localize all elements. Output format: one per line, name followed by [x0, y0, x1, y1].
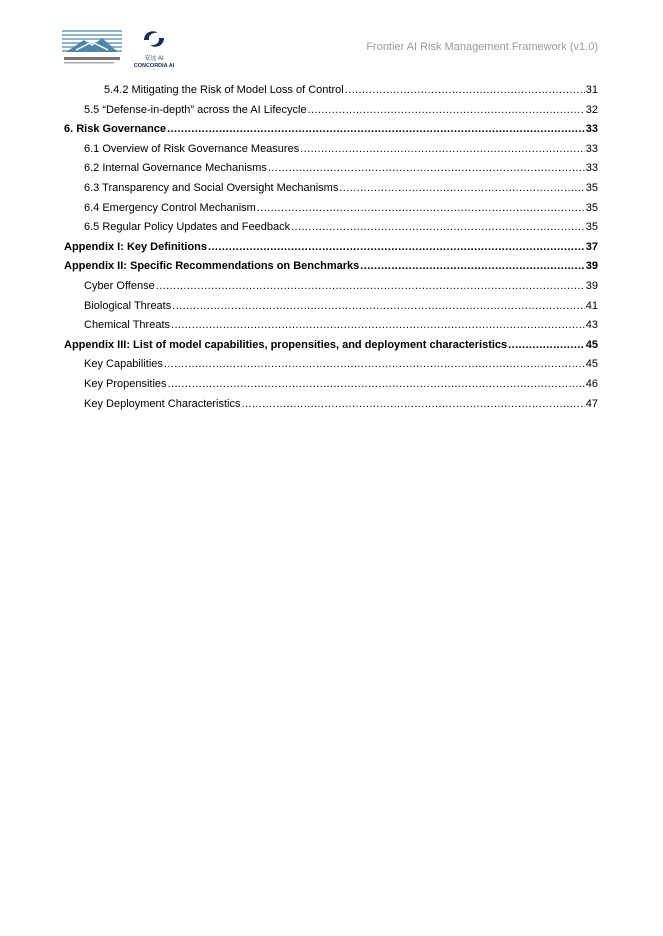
dot-leader [308, 103, 585, 118]
toc-entry[interactable] [64, 338, 598, 358]
dot-leader [156, 279, 585, 294]
toc-entry[interactable] [64, 161, 598, 181]
table-of-contents [64, 83, 598, 416]
toc-entry-page: 33 [585, 162, 598, 175]
toc-entry-title: Biological Threats [84, 299, 172, 312]
toc-entry-title: Chemical Threats [84, 319, 170, 332]
toc-entry-title: 6.5 Regular Policy Updates and Feedback [84, 221, 291, 234]
toc-entry-title: 6. Risk Governance [64, 123, 167, 136]
dot-leader [208, 240, 585, 255]
toc-entry-page: 37 [585, 240, 598, 253]
toc-entry[interactable] [64, 377, 598, 397]
dot-leader [268, 161, 585, 176]
toc-entry-page: 46 [585, 377, 598, 390]
toc-entry-title: 6.2 Internal Governance Mechanisms [84, 162, 267, 175]
toc-entry[interactable] [64, 357, 598, 377]
dot-leader [167, 122, 585, 137]
document-header-title: Frontier AI Risk Management Framework (v1.0) [366, 41, 598, 53]
toc-entry-page: 35 [585, 181, 598, 194]
shanghai-ai-lab-logo [62, 30, 122, 66]
toc-entry-title: 5.4.2 Mitigating the Risk of Model Loss of Control [104, 84, 344, 96]
toc-entry-page: 45 [585, 358, 598, 371]
toc-entry-page: 39 [585, 260, 598, 273]
dot-leader [242, 397, 585, 412]
toc-entry[interactable] [64, 220, 598, 240]
toc-entry-title: Appendix III: List of model capabilities, propensities, and deployment characteristics [64, 338, 508, 351]
toc-entry-title: 6.4 Emergency Control Mechanism [84, 201, 256, 214]
dot-leader [345, 83, 585, 98]
toc-entry-title: Key Deployment Characteristics [84, 397, 241, 410]
dot-leader [168, 377, 585, 392]
dot-leader [171, 318, 585, 333]
toc-entry-page: 33 [585, 123, 598, 136]
toc-entry-page: 41 [585, 299, 598, 312]
toc-entry-title: Appendix II: Specific Recommendations on Benchmarks [64, 260, 360, 273]
toc-entry-page: 32 [585, 103, 598, 116]
toc-entry[interactable] [64, 240, 598, 260]
toc-entry[interactable] [64, 397, 598, 417]
toc-entry-page: 35 [585, 201, 598, 214]
toc-entry[interactable] [64, 83, 598, 103]
dot-leader [257, 201, 585, 216]
dot-leader [360, 259, 585, 274]
toc-entry-title: 6.1 Overview of Risk Governance Measures [84, 142, 300, 155]
toc-entry-page: 47 [585, 397, 598, 410]
toc-entry-page: 35 [585, 221, 598, 234]
toc-entry[interactable] [64, 142, 598, 162]
dot-leader [300, 142, 585, 157]
toc-entry-title: Appendix I: Key Definitions [64, 240, 208, 253]
toc-entry[interactable] [64, 259, 598, 279]
toc-entry[interactable] [64, 103, 598, 123]
logo-text-english: CONCORDIA AI [133, 63, 175, 69]
dot-leader [508, 338, 585, 353]
toc-entry-page: 39 [585, 279, 598, 292]
concordia-ai-logo [128, 28, 180, 68]
toc-entry-page: 45 [585, 338, 598, 351]
toc-entry[interactable] [64, 299, 598, 319]
toc-entry[interactable] [64, 318, 598, 338]
dot-leader [339, 181, 584, 196]
toc-entry[interactable] [64, 201, 598, 221]
toc-entry-title: Key Capabilities [84, 358, 163, 371]
logo-text-chinese: 安远 AI [144, 56, 164, 62]
toc-entry-page: 43 [585, 319, 598, 332]
dot-leader [291, 220, 585, 235]
toc-entry-title: Cyber Offense [84, 279, 155, 292]
toc-entry-title: Key Propensities [84, 377, 167, 390]
toc-entry[interactable] [64, 122, 598, 142]
toc-entry-page: 33 [585, 142, 598, 155]
dot-leader [172, 299, 585, 314]
toc-entry[interactable] [64, 181, 598, 201]
toc-entry-title: 6.3 Transparency and Social Oversight Mechanisms [84, 181, 339, 194]
toc-entry[interactable] [64, 279, 598, 299]
dot-leader [164, 357, 585, 372]
toc-entry-title: 5.5 “Defense-in-depth” across the AI Lifecycle [84, 103, 307, 116]
toc-entry-page: 31 [585, 84, 598, 96]
